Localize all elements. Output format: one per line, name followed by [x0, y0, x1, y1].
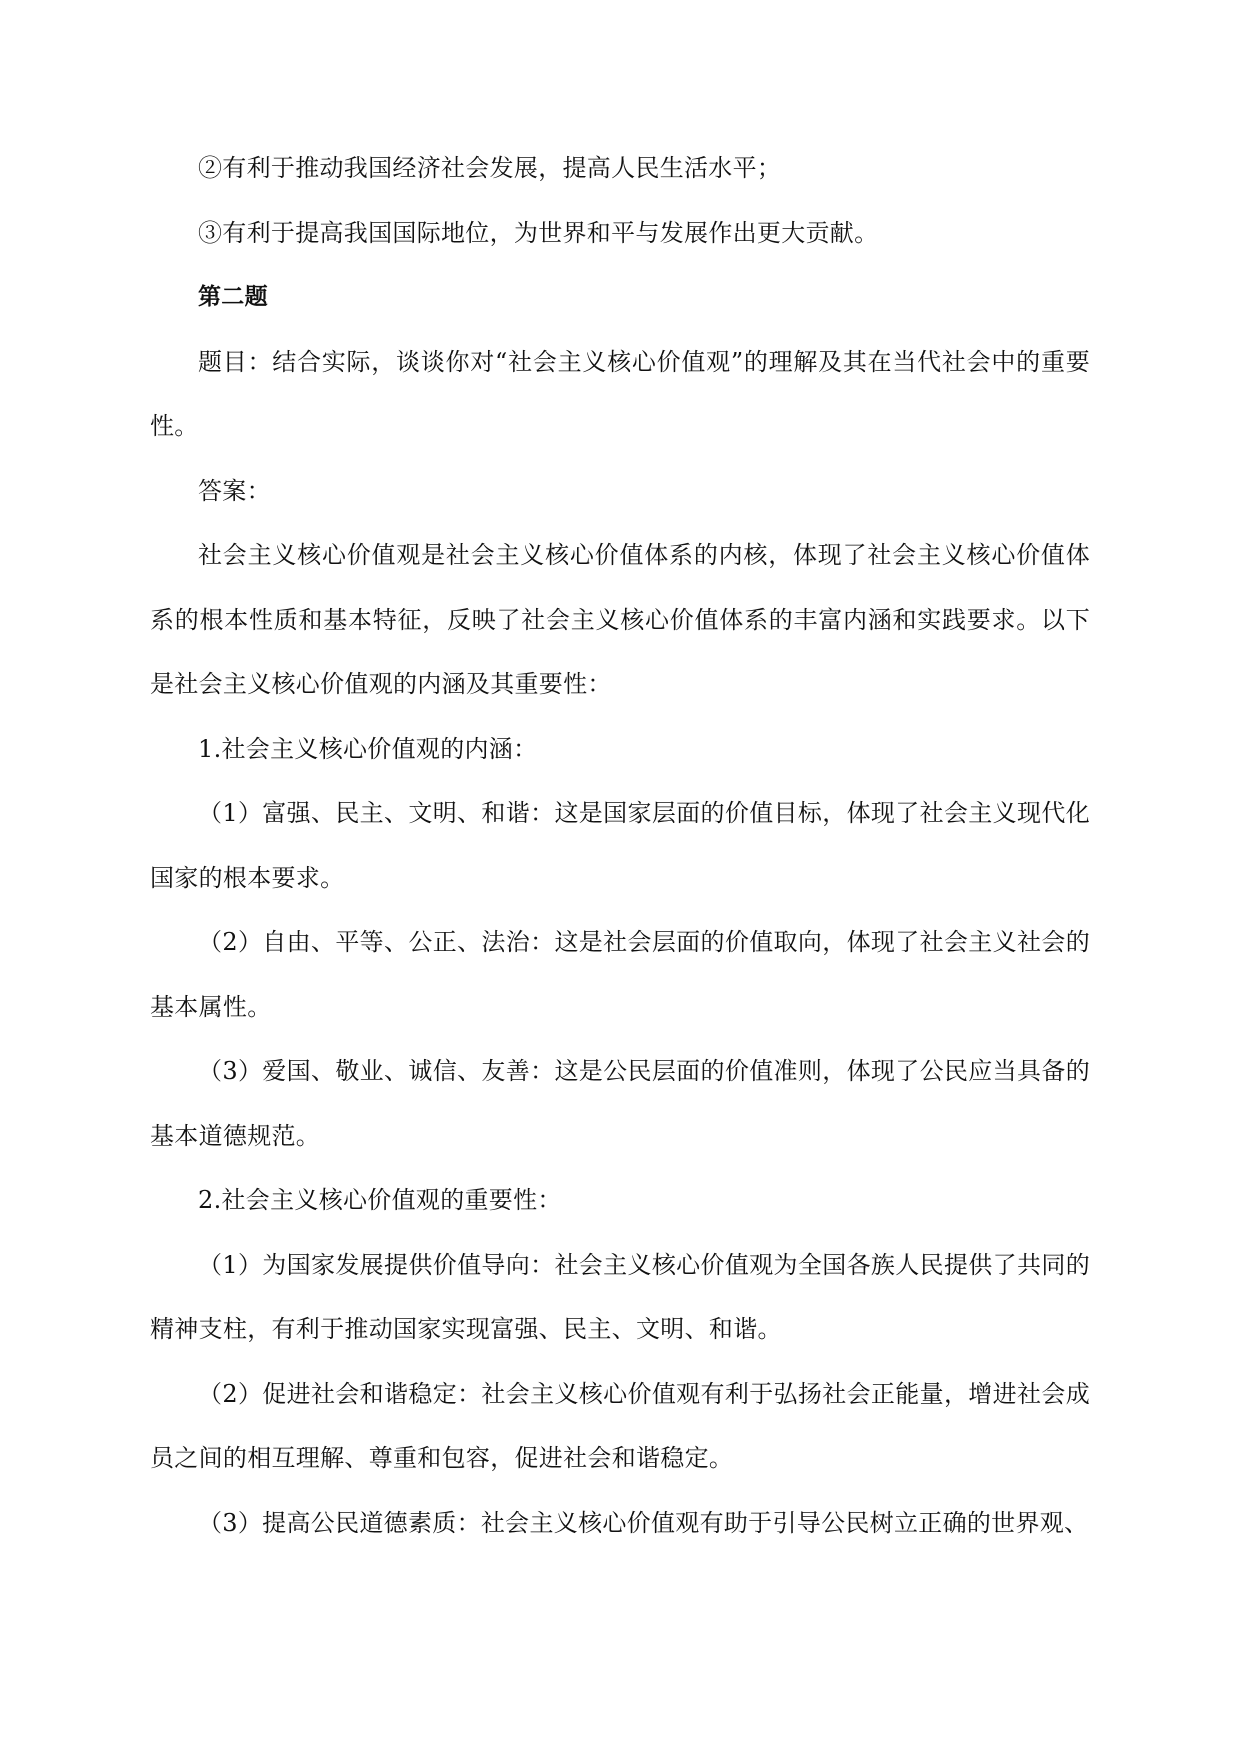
paragraph-point-3: ③有利于提高我国国际地位，为世界和平与发展作出更大贡献。: [198, 218, 879, 247]
connotation-item-1: （1）富强、民主、文明、和谐：这是国家层面的价值目标，体现了社会主义现代化国家的根本要求。: [150, 799, 1090, 892]
connotation-item-2: （2）自由、平等、公正、法治：这是社会层面的价值取向，体现了社会主义社会的基本属性。: [150, 928, 1090, 1021]
importance-item-2: （2）促进社会和谐稳定：社会主义核心价值观有利于弘扬社会正能量，增进社会成员之间的相互理解、尊重和包容，促进社会和谐稳定。: [150, 1379, 1090, 1472]
importance-item-3: （3）提高公民道德素质：社会主义核心价值观有助于引导公民树立正确的世界观、: [198, 1508, 1089, 1537]
document-body: [150, 136, 1090, 1555]
answer-label: 答案：: [198, 476, 271, 505]
paragraph-point-2: ②有利于推动我国经济社会发展，提高人民生活水平；: [198, 154, 782, 182]
subheading-connotation: 1.社会主义核心价值观的内涵：: [198, 734, 538, 763]
section-heading: 第二题: [198, 284, 268, 310]
connotation-item-3: （3）爱国、敬业、诚信、友善：这是公民层面的价值准则，体现了公民应当具备的基本道德规范。: [150, 1057, 1090, 1150]
subheading-importance: 2.社会主义核心价值观的重要性：: [198, 1186, 562, 1214]
answer-intro-paragraph: 社会主义核心价值观是社会主义核心价值体系的内核，体现了社会主义核心价值体系的根本性质和基本特征，反映了社会主义核心价值体系的丰富内涵和实践要求。以下是社会主义核心价值观的内涵及其重要性：: [150, 541, 1090, 698]
importance-item-1: （1）为国家发展提供价值导向：社会主义核心价值观为全国各族人民提供了共同的精神支柱，有利于推动国家实现富强、民主、文明、和谐。: [150, 1250, 1090, 1343]
question-paragraph: 题目：结合实际，谈谈你对“社会主义核心价值观”的理解及其在当代社会中的重要性。: [150, 347, 1090, 440]
